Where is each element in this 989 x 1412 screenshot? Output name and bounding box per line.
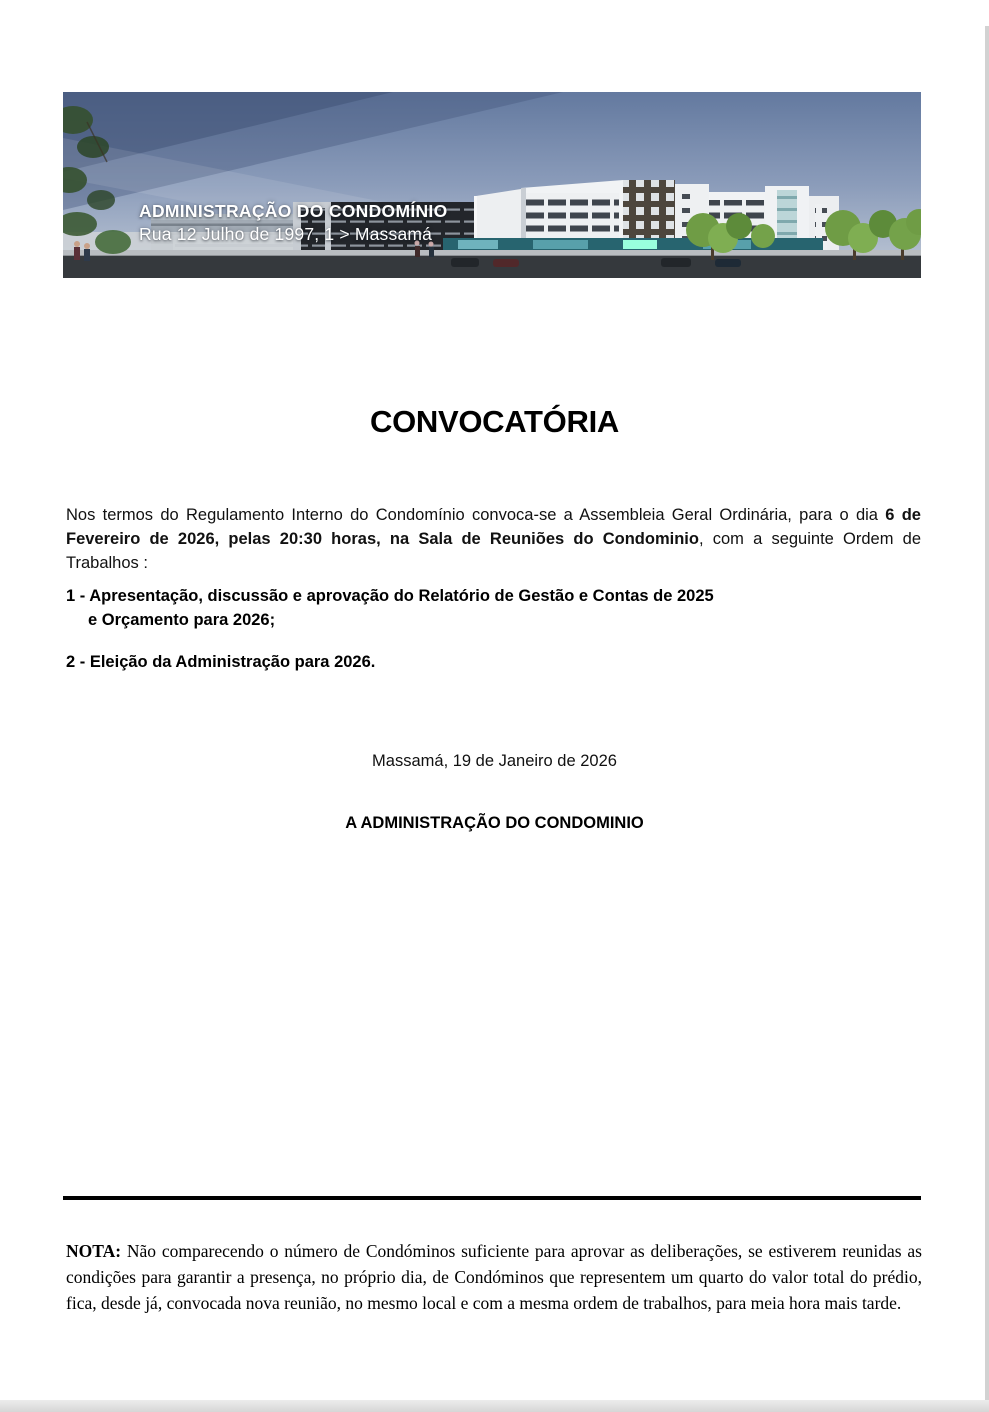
separator-rule (63, 1196, 921, 1200)
intro-text-before: Nos termos do Regulamento Interno do Condomínio convoca-se a Assembleia Geral Ordinária, para o dia (66, 505, 886, 524)
page-edge-bottom (0, 1400, 989, 1412)
signature-line: A ADMINISTRAÇÃO DO CONDOMINIO (345, 814, 644, 832)
intro-text-after: , com a seguinte Ordem de Trabalhos : (66, 529, 922, 572)
note-text: Não comparecendo o número de Condóminos suficiente para aprovar as deliberações, se estiverem reunidas as condições para garantir a presença, no próprio dia, de Condóminos que representem um quarto do valor total do prédio, fica, desde já, convocada nova reunião, no mesmo local e com a mesma ordem de trabalhos, para meia hora mais tarde. (66, 1240, 922, 1313)
org-address: Rua 12 Julho de 1997, 1 > Massamá (139, 224, 433, 244)
agenda-item-1-line1: 1 - Apresentação, discussão e aprovação do Relatório de Gestão e Contas de 2025 (66, 587, 714, 605)
note-paragraph (66, 1238, 922, 1316)
intro-meeting-details: 6 de Fevereiro de 2026, pelas 20:30 horas, na Sala de Reuniões do Condominio (66, 505, 921, 548)
agenda-item-2: 2 - Eleição da Administração para 2026. (66, 653, 376, 671)
agenda-item-1 (66, 584, 921, 632)
dateline: Massamá, 19 de Janeiro de 2026 (372, 752, 617, 770)
note-label: NOTA: (66, 1240, 122, 1261)
buildings-illustration (63, 92, 921, 278)
agenda-item-1-line2: e Orçamento para 2026; (88, 611, 276, 629)
intro-paragraph (66, 503, 921, 575)
banner-caption (139, 200, 448, 246)
org-name: ADMINISTRAÇÃO DO CONDOMÍNIO (139, 201, 448, 221)
document-title: CONVOCATÓRIA (370, 404, 619, 439)
page-edge-right (985, 26, 989, 1412)
banner-image (63, 92, 921, 278)
